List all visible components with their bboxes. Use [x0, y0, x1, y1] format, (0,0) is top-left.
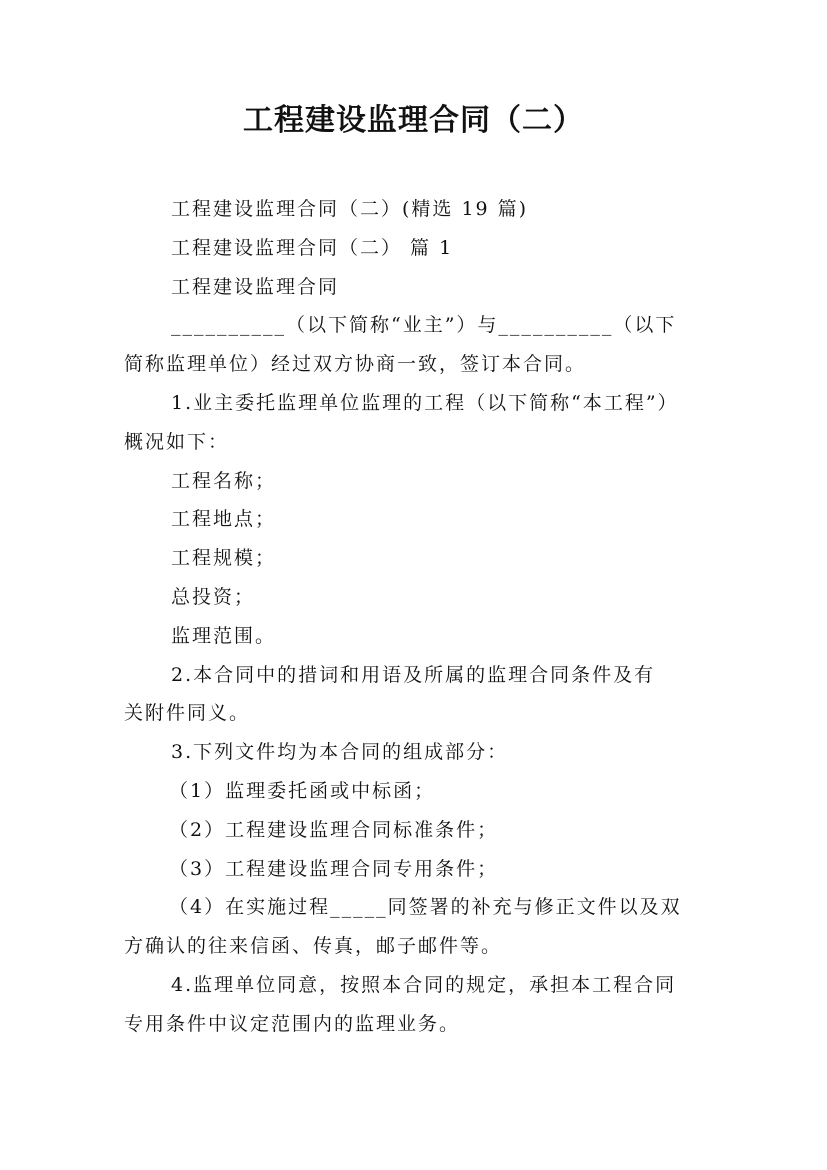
paragraph-clause-2 [124, 656, 704, 734]
text-line: （2）工程建设监理合同标准条件； [169, 818, 499, 841]
text-line: 方确认的往来信函、传真，邮子邮件等。 [124, 935, 503, 958]
paragraph-item-3 [124, 850, 704, 889]
paragraph-section-heading [124, 229, 704, 268]
paragraph-item-1 [124, 772, 704, 811]
paragraph-parties [124, 306, 704, 384]
paragraph-contract-heading [124, 268, 704, 307]
text-line: __________（以下简称“业主”）与__________（以下 [171, 314, 677, 337]
paragraph-item-2 [124, 811, 704, 850]
paragraph-project-name [124, 462, 704, 501]
paragraph-project-location [124, 500, 704, 539]
text-line: 2.本合同中的措词和用语及所属的监理合同条件及有 [171, 663, 656, 686]
paragraph-supervision-scope [124, 617, 704, 656]
text-line: 4.监理单位同意，按照本合同的规定，承担本工程合同 [171, 973, 677, 996]
text-line: 3.下列文件均为本合同的组成部分： [171, 741, 509, 764]
text-line: 简称监理单位）经过双方协商一致，签订本合同。 [124, 353, 587, 376]
paragraph-subtitle [124, 190, 704, 229]
paragraph-total-investment [124, 578, 704, 617]
text-line: 工程建设监理合同 [171, 275, 340, 298]
paragraph-clause-4 [124, 966, 704, 1044]
text-line: （4）在实施过程_____同签署的补充与修正文件以及双 [169, 896, 682, 919]
paragraph-clause-1 [124, 384, 704, 462]
text-line: 工程建设监理合同（二）(精选 19 篇) [171, 198, 529, 220]
text-line: 监理范围。 [171, 624, 277, 647]
text-line: 关附件同义。 [124, 702, 251, 725]
paragraph-clause-3 [124, 733, 704, 772]
text-line: 概况如下： [124, 430, 230, 453]
paragraph-project-scale [124, 539, 704, 578]
text-line: （1）监理委托函或中标函； [169, 779, 436, 802]
text-line: （3）工程建设监理合同专用条件； [169, 857, 499, 880]
text-line: 1.业主委托监理单位监理的工程（以下简称“本工程”） [171, 391, 679, 414]
document-body [124, 190, 704, 1044]
text-line: 总投资； [171, 585, 256, 608]
text-line: 工程规模； [171, 547, 277, 570]
document-title: 工程建设监理合同（二） [243, 103, 584, 138]
text-line: 工程建设监理合同（二） 篇 1 [171, 236, 454, 259]
text-line: 专用条件中议定范围内的监理业务。 [124, 1012, 461, 1035]
paragraph-item-4 [124, 888, 704, 966]
text-line: 工程地点； [171, 508, 277, 531]
text-line: 工程名称； [171, 469, 277, 492]
